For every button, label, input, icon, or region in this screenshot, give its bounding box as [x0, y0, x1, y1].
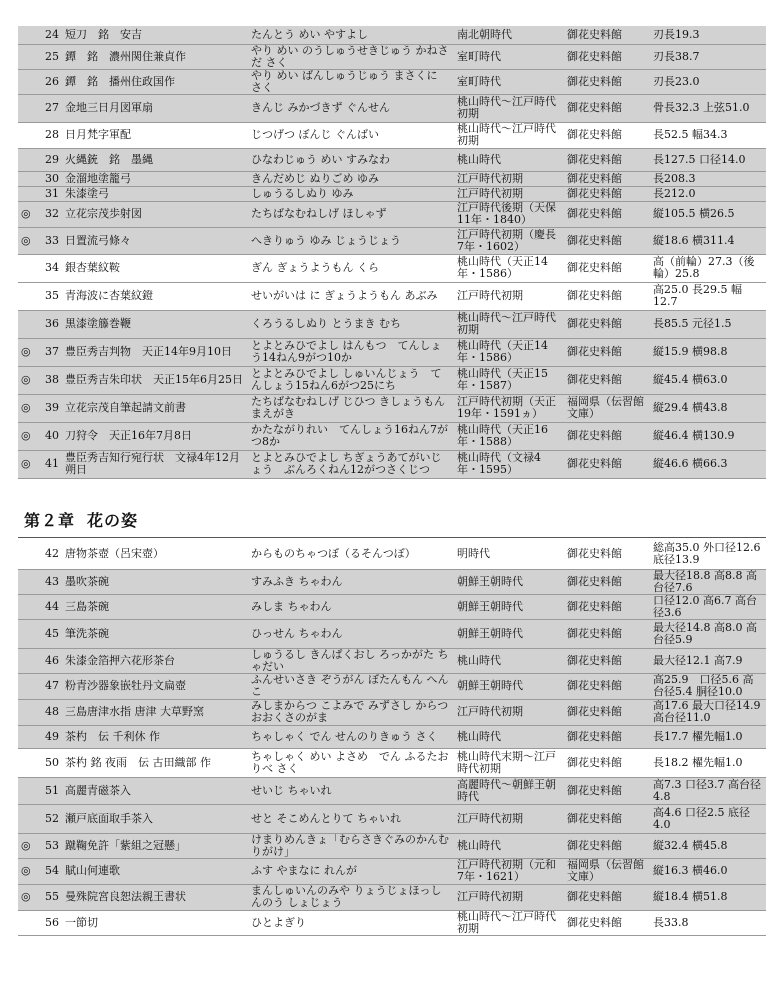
catalog-number: 34 — [40, 254, 62, 282]
catalog-owner: 御花史料館 — [564, 594, 650, 619]
catalog-title: 三島茶碗 — [62, 594, 248, 619]
catalog-mark — [18, 619, 40, 648]
catalog-number: 56 — [40, 910, 62, 935]
catalog-title: 瀬戸底面取手茶入 — [62, 804, 248, 833]
catalog-row — [18, 254, 766, 282]
catalog-title: 墨吹茶碗 — [62, 569, 248, 594]
catalog-row — [18, 26, 766, 44]
catalog-mark — [18, 725, 40, 748]
catalog-reading: しゅうるし きんぱくおし ろっかがた ちゃだい — [248, 648, 454, 673]
catalog-reading: とよとみひでよし ちぎょうあてがいじょう ぶんろくねん12がつさくじつ — [248, 450, 454, 478]
catalog-reading: せいがいは に ぎょうようもん あぶみ — [248, 282, 454, 310]
catalog-reading: やり めい ばんしゅうじゅう まさくに さく — [248, 69, 454, 94]
catalog-size: 縦18.6 横311.4 — [650, 227, 766, 254]
catalog-period: 桃山時代（天正16年・1588） — [454, 422, 564, 450]
catalog-title: 短刀 銘 安吉 — [62, 26, 248, 44]
catalog-title: 刀狩令 天正16年7月8日 — [62, 422, 248, 450]
catalog-owner: 御花史料館 — [564, 569, 650, 594]
catalog-owner: 御花史料館 — [564, 673, 650, 699]
catalog-row — [18, 648, 766, 673]
catalog-row — [18, 858, 766, 884]
catalog-reading: とよとみひでよし しゅいんじょう てんしょう15ねん6がつ25にち — [248, 366, 454, 394]
catalog-size: 最大径12.1 高7.9 — [650, 648, 766, 673]
catalog-reading: たちばなむねしげ ほしゃず — [248, 201, 454, 227]
catalog-size: 長127.5 口径14.0 — [650, 148, 766, 171]
catalog-number: 31 — [40, 186, 62, 201]
catalog-size: 縦29.4 横43.8 — [650, 394, 766, 422]
catalog-period: 桃山時代（天正15年・1587） — [454, 366, 564, 394]
catalog-period: 江戸時代初期（天正19年・1591ヵ） — [454, 394, 564, 422]
catalog-number: 35 — [40, 282, 62, 310]
catalog-title: 鐔 銘 播州住政国作 — [62, 69, 248, 94]
catalog-reading: きんじ みかづきず ぐんせん — [248, 94, 454, 122]
catalog-row — [18, 833, 766, 858]
catalog-period: 江戸時代初期 — [454, 171, 564, 186]
catalog-number: 55 — [40, 884, 62, 910]
catalog-title: 立花宗茂歩射図 — [62, 201, 248, 227]
catalog-row — [18, 69, 766, 94]
catalog-size: 高（前輪）27.3（後輪）25.8 — [650, 254, 766, 282]
catalog-owner: 御花史料館 — [564, 539, 650, 569]
catalog-size: 骨長32.3 上弦51.0 — [650, 94, 766, 122]
catalog-number: 26 — [40, 69, 62, 94]
chapter-number: 第２章 — [24, 511, 76, 530]
catalog-row — [18, 804, 766, 833]
catalog-title: 豊臣秀吉判物 天正14年9月10日 — [62, 338, 248, 366]
catalog-reading: けまりめんきょ「むらさきぐみのかんむりがけ」 — [248, 833, 454, 858]
catalog-reading: ちゃしゃく めい よさめ でん ふるたおりべ さく — [248, 748, 454, 777]
catalog-number: 54 — [40, 858, 62, 884]
catalog-title: 茶杓 銘 夜雨 伝 古田織部 作 — [62, 748, 248, 777]
catalog-title: 日置流弓條々 — [62, 227, 248, 254]
catalog-table-flowers — [18, 539, 766, 936]
catalog-number: 47 — [40, 673, 62, 699]
catalog-mark: ◎ — [18, 858, 40, 884]
catalog-reading: せいじ ちゃいれ — [248, 777, 454, 804]
catalog-reading: ぎん ぎょうようもん くら — [248, 254, 454, 282]
catalog-title: 日月梵字軍配 — [62, 122, 248, 148]
catalog-period: 桃山時代 — [454, 648, 564, 673]
catalog-owner: 御花史料館 — [564, 725, 650, 748]
catalog-owner: 御花史料館 — [564, 171, 650, 186]
catalog-mark: ◎ — [18, 201, 40, 227]
catalog-table-weapons — [18, 26, 766, 479]
catalog-owner: 御花史料館 — [564, 148, 650, 171]
catalog-reading: しゅうるしぬり ゆみ — [248, 186, 454, 201]
catalog-size: 縦15.9 横98.8 — [650, 338, 766, 366]
catalog-mark — [18, 254, 40, 282]
catalog-period: 室町時代 — [454, 44, 564, 69]
catalog-number: 28 — [40, 122, 62, 148]
catalog-reading: ひとよぎり — [248, 910, 454, 935]
catalog-period: 桃山時代末期～江戸時代初期 — [454, 748, 564, 777]
catalog-reading: すみふき ちゃわん — [248, 569, 454, 594]
catalog-owner: 御花史料館 — [564, 254, 650, 282]
catalog-row — [18, 422, 766, 450]
catalog-owner: 御花史料館 — [564, 833, 650, 858]
catalog-owner: 御花史料館 — [564, 450, 650, 478]
catalog-size: 縦18.4 横51.8 — [650, 884, 766, 910]
catalog-number: 29 — [40, 148, 62, 171]
catalog-mark — [18, 648, 40, 673]
catalog-mark — [18, 44, 40, 69]
catalog-reading: ふんせいさき ぞうがん ぼたんもん へんこ — [248, 673, 454, 699]
catalog-reading: きんだめじ ぬりごめ ゆみ — [248, 171, 454, 186]
catalog-mark — [18, 282, 40, 310]
catalog-period: 桃山時代～江戸時代初期 — [454, 122, 564, 148]
catalog-size: 刃長23.0 — [650, 69, 766, 94]
catalog-mark — [18, 569, 40, 594]
catalog-reading: くろうるしぬり とうまき むち — [248, 310, 454, 338]
catalog-mark — [18, 171, 40, 186]
catalog-title: 鐔 銘 濃州関住兼貞作 — [62, 44, 248, 69]
catalog-title: 朱漆金箔押六花形茶台 — [62, 648, 248, 673]
catalog-owner: 御花史料館 — [564, 884, 650, 910]
catalog-size: 口径12.0 高6.7 高台径3.6 — [650, 594, 766, 619]
catalog-title: 豊臣秀吉知行宛行状 文禄4年12月朔日 — [62, 450, 248, 478]
catalog-owner: 御花史料館 — [564, 122, 650, 148]
catalog-period: 江戸時代初期 — [454, 884, 564, 910]
catalog-size: 縦32.4 横45.8 — [650, 833, 766, 858]
catalog-row — [18, 777, 766, 804]
catalog-row — [18, 171, 766, 186]
catalog-mark — [18, 594, 40, 619]
catalog-title: 銀杏葉紋鞍 — [62, 254, 248, 282]
catalog-mark — [18, 539, 40, 569]
catalog-mark — [18, 310, 40, 338]
catalog-title: 青海波に杏葉紋鐙 — [62, 282, 248, 310]
catalog-row — [18, 227, 766, 254]
catalog-period: 室町時代 — [454, 69, 564, 94]
catalog-number: 44 — [40, 594, 62, 619]
catalog-owner: 御花史料館 — [564, 366, 650, 394]
catalog-period: 南北朝時代 — [454, 26, 564, 44]
catalog-title: 一節切 — [62, 910, 248, 935]
catalog-mark — [18, 122, 40, 148]
chapter-title: 花の姿 — [87, 511, 139, 530]
catalog-title: 賦山何連歌 — [62, 858, 248, 884]
catalog-number: 45 — [40, 619, 62, 648]
catalog-period: 江戸時代初期（慶長7年・1602） — [454, 227, 564, 254]
catalog-mark: ◎ — [18, 422, 40, 450]
catalog-row — [18, 910, 766, 935]
catalog-row — [18, 122, 766, 148]
catalog-number: 33 — [40, 227, 62, 254]
catalog-number: 40 — [40, 422, 62, 450]
catalog-title: 金溜地塗籠弓 — [62, 171, 248, 186]
catalog-period: 江戸時代初期（元和7年・1621） — [454, 858, 564, 884]
catalog-number: 51 — [40, 777, 62, 804]
catalog-owner: 御花史料館 — [564, 422, 650, 450]
catalog-owner: 御花史料館 — [564, 69, 650, 94]
catalog-period: 江戸時代後期（天保11年・1840） — [454, 201, 564, 227]
catalog-mark — [18, 804, 40, 833]
catalog-size: 縦46.4 横130.9 — [650, 422, 766, 450]
catalog-reading: じつげつ ぼんじ ぐんばい — [248, 122, 454, 148]
catalog-period: 明時代 — [454, 539, 564, 569]
catalog-mark — [18, 94, 40, 122]
catalog-row — [18, 310, 766, 338]
catalog-size: 長85.5 元径1.5 — [650, 310, 766, 338]
catalog-title: 豊臣秀吉朱印状 天正15年6月25日 — [62, 366, 248, 394]
catalog-number: 48 — [40, 699, 62, 725]
catalog-size: 縦16.3 横46.0 — [650, 858, 766, 884]
catalog-row — [18, 673, 766, 699]
catalog-reading: へきりゅう ゆみ じょうじょう — [248, 227, 454, 254]
catalog-size: 縦105.5 横26.5 — [650, 201, 766, 227]
catalog-mark — [18, 777, 40, 804]
catalog-size: 最大径18.8 高8.8 高台径7.6 — [650, 569, 766, 594]
catalog-row — [18, 282, 766, 310]
catalog-period: 朝鮮王朝時代 — [454, 619, 564, 648]
catalog-period: 江戸時代初期 — [454, 804, 564, 833]
catalog-number: 43 — [40, 569, 62, 594]
catalog-mark: ◎ — [18, 884, 40, 910]
catalog-number: 49 — [40, 725, 62, 748]
catalog-title: 黒漆塗籐巻鞭 — [62, 310, 248, 338]
catalog-mark: ◎ — [18, 338, 40, 366]
catalog-row — [18, 201, 766, 227]
catalog-size: 高7.3 口径3.7 高台径4.8 — [650, 777, 766, 804]
catalog-reading: みしま ちゃわん — [248, 594, 454, 619]
catalog-period: 江戸時代初期 — [454, 282, 564, 310]
catalog-owner: 御花史料館 — [564, 26, 650, 44]
catalog-reading: みしまからつ こよみで みずさし からつ おおくさのがま — [248, 699, 454, 725]
catalog-owner: 御花史料館 — [564, 648, 650, 673]
catalog-period: 桃山時代（文禄4年・1595） — [454, 450, 564, 478]
catalog-owner: 御花史料館 — [564, 699, 650, 725]
catalog-owner: 福岡県（伝習館文庫） — [564, 858, 650, 884]
catalog-owner: 御花史料館 — [564, 777, 650, 804]
catalog-period: 桃山時代 — [454, 833, 564, 858]
catalog-number: 52 — [40, 804, 62, 833]
catalog-owner: 御花史料館 — [564, 44, 650, 69]
catalog-size: 刃長38.7 — [650, 44, 766, 69]
catalog-mark: ◎ — [18, 366, 40, 394]
catalog-period: 桃山時代 — [454, 725, 564, 748]
catalog-reading: たちばなむねしげ じひつ きしょうもんまえがき — [248, 394, 454, 422]
catalog-size: 高25.0 長29.5 幅12.7 — [650, 282, 766, 310]
catalog-number: 39 — [40, 394, 62, 422]
catalog-row — [18, 186, 766, 201]
catalog-size: 長33.8 — [650, 910, 766, 935]
catalog-row — [18, 366, 766, 394]
catalog-row — [18, 884, 766, 910]
catalog-mark: ◎ — [18, 227, 40, 254]
catalog-owner: 御花史料館 — [564, 804, 650, 833]
catalog-mark: ◎ — [18, 394, 40, 422]
catalog-row — [18, 94, 766, 122]
catalog-mark — [18, 673, 40, 699]
catalog-title: 立花宗茂自筆起請文前書 — [62, 394, 248, 422]
catalog-owner: 御花史料館 — [564, 186, 650, 201]
catalog-title: 蹴鞠免許「紫組之冠懸」 — [62, 833, 248, 858]
catalog-size: 最大径14.8 高8.0 高台径5.9 — [650, 619, 766, 648]
catalog-title: 火縄銃 銘 墨縄 — [62, 148, 248, 171]
catalog-mark: ◎ — [18, 833, 40, 858]
catalog-row — [18, 338, 766, 366]
catalog-reading: かたながりれい てんしょう16ねん7がつ8か — [248, 422, 454, 450]
catalog-owner: 御花史料館 — [564, 338, 650, 366]
chapter-heading — [24, 508, 138, 531]
catalog-reading: たんとう めい やすよし — [248, 26, 454, 44]
catalog-size: 高17.6 最大口径14.9 高台径11.0 — [650, 699, 766, 725]
catalog-number: 42 — [40, 539, 62, 569]
catalog-body-weapons — [18, 26, 766, 478]
catalog-title: 唐物茶壺（呂宋壺） — [62, 539, 248, 569]
catalog-title: 曼殊院宮良恕法親王書状 — [62, 884, 248, 910]
catalog-mark — [18, 910, 40, 935]
catalog-size: 高25.9 口径5.6 高台径5.4 胴径10.0 — [650, 673, 766, 699]
catalog-size: 長18.2 櫂先幅1.0 — [650, 748, 766, 777]
catalog-owner: 御花史料館 — [564, 227, 650, 254]
catalog-reading: とよとみひでよし はんもつ てんしょう14ねん9がつ10か — [248, 338, 454, 366]
catalog-mark — [18, 699, 40, 725]
catalog-reading: ひっせん ちゃわん — [248, 619, 454, 648]
catalog-reading: せと そこめんとりて ちゃいれ — [248, 804, 454, 833]
catalog-owner: 御花史料館 — [564, 94, 650, 122]
catalog-period: 朝鮮王朝時代 — [454, 673, 564, 699]
catalog-size: 縦46.6 横66.3 — [650, 450, 766, 478]
catalog-reading: ちゃしゃく でん せんのりきゅう さく — [248, 725, 454, 748]
catalog-number: 27 — [40, 94, 62, 122]
catalog-size: 高4.6 口径2.5 底径4.0 — [650, 804, 766, 833]
catalog-period: 桃山時代（天正14年・1586） — [454, 254, 564, 282]
catalog-mark — [18, 148, 40, 171]
catalog-row — [18, 539, 766, 569]
catalog-period: 江戸時代初期 — [454, 186, 564, 201]
catalog-number: 32 — [40, 201, 62, 227]
catalog-title: 粉青沙器象嵌牡丹文扁壺 — [62, 673, 248, 699]
catalog-period: 朝鮮王朝時代 — [454, 594, 564, 619]
catalog-number: 37 — [40, 338, 62, 366]
catalog-reading: ひなわじゅう めい すみなわ — [248, 148, 454, 171]
catalog-row — [18, 594, 766, 619]
catalog-row — [18, 394, 766, 422]
catalog-number: 53 — [40, 833, 62, 858]
catalog-title: 筆洗茶碗 — [62, 619, 248, 648]
catalog-owner: 御花史料館 — [564, 282, 650, 310]
catalog-number: 50 — [40, 748, 62, 777]
catalog-owner: 御花史料館 — [564, 619, 650, 648]
catalog-row — [18, 450, 766, 478]
catalog-body-flowers — [18, 539, 766, 935]
catalog-reading: からものちゃつぼ（るそんつぼ） — [248, 539, 454, 569]
catalog-size: 長52.5 幅34.3 — [650, 122, 766, 148]
catalog-number: 41 — [40, 450, 62, 478]
catalog-owner: 御花史料館 — [564, 201, 650, 227]
catalog-row — [18, 44, 766, 69]
catalog-owner: 御花史料館 — [564, 310, 650, 338]
catalog-size: 総高35.0 外口径12.6 底径13.9 — [650, 539, 766, 569]
catalog-reading: やり めい のうしゅうせきじゅう かねさだ さく — [248, 44, 454, 69]
catalog-row — [18, 619, 766, 648]
catalog-number: 30 — [40, 171, 62, 186]
catalog-title: 朱漆塗弓 — [62, 186, 248, 201]
catalog-period: 江戸時代初期 — [454, 699, 564, 725]
catalog-title: 三島唐津水指 唐津 大草野窯 — [62, 699, 248, 725]
catalog-period: 桃山時代～江戸時代初期 — [454, 910, 564, 935]
catalog-size: 長212.0 — [650, 186, 766, 201]
catalog-number: 36 — [40, 310, 62, 338]
catalog-period: 高麗時代～朝鮮王朝時代 — [454, 777, 564, 804]
catalog-owner: 福岡県（伝習館文庫） — [564, 394, 650, 422]
catalog-number: 25 — [40, 44, 62, 69]
catalog-row — [18, 569, 766, 594]
catalog-period: 桃山時代 — [454, 148, 564, 171]
catalog-mark — [18, 69, 40, 94]
catalog-title: 茶杓 伝 千利休 作 — [62, 725, 248, 748]
catalog-owner: 御花史料館 — [564, 748, 650, 777]
catalog-size: 長17.7 櫂先幅1.0 — [650, 725, 766, 748]
catalog-size: 縦45.4 横63.0 — [650, 366, 766, 394]
catalog-period: 桃山時代～江戸時代初期 — [454, 310, 564, 338]
catalog-mark — [18, 186, 40, 201]
catalog-number: 46 — [40, 648, 62, 673]
catalog-row — [18, 725, 766, 748]
catalog-row — [18, 148, 766, 171]
catalog-size: 刃長19.3 — [650, 26, 766, 44]
catalog-period: 桃山時代（天正14年・1586） — [454, 338, 564, 366]
catalog-period: 桃山時代～江戸時代初期 — [454, 94, 564, 122]
chapter-rule — [18, 537, 766, 538]
catalog-row — [18, 748, 766, 777]
catalog-number: 24 — [40, 26, 62, 44]
catalog-title: 高麗青磁茶入 — [62, 777, 248, 804]
catalog-size: 長208.3 — [650, 171, 766, 186]
catalog-mark — [18, 748, 40, 777]
catalog-owner: 御花史料館 — [564, 910, 650, 935]
catalog-period: 朝鮮王朝時代 — [454, 569, 564, 594]
catalog-reading: まんしゅいんのみや りょうじょほっしんのう しょじょう — [248, 884, 454, 910]
catalog-reading: ふす やまなに れんが — [248, 858, 454, 884]
catalog-mark — [18, 26, 40, 44]
catalog-number: 38 — [40, 366, 62, 394]
catalog-row — [18, 699, 766, 725]
catalog-mark: ◎ — [18, 450, 40, 478]
catalog-title: 金地三日月図軍扇 — [62, 94, 248, 122]
